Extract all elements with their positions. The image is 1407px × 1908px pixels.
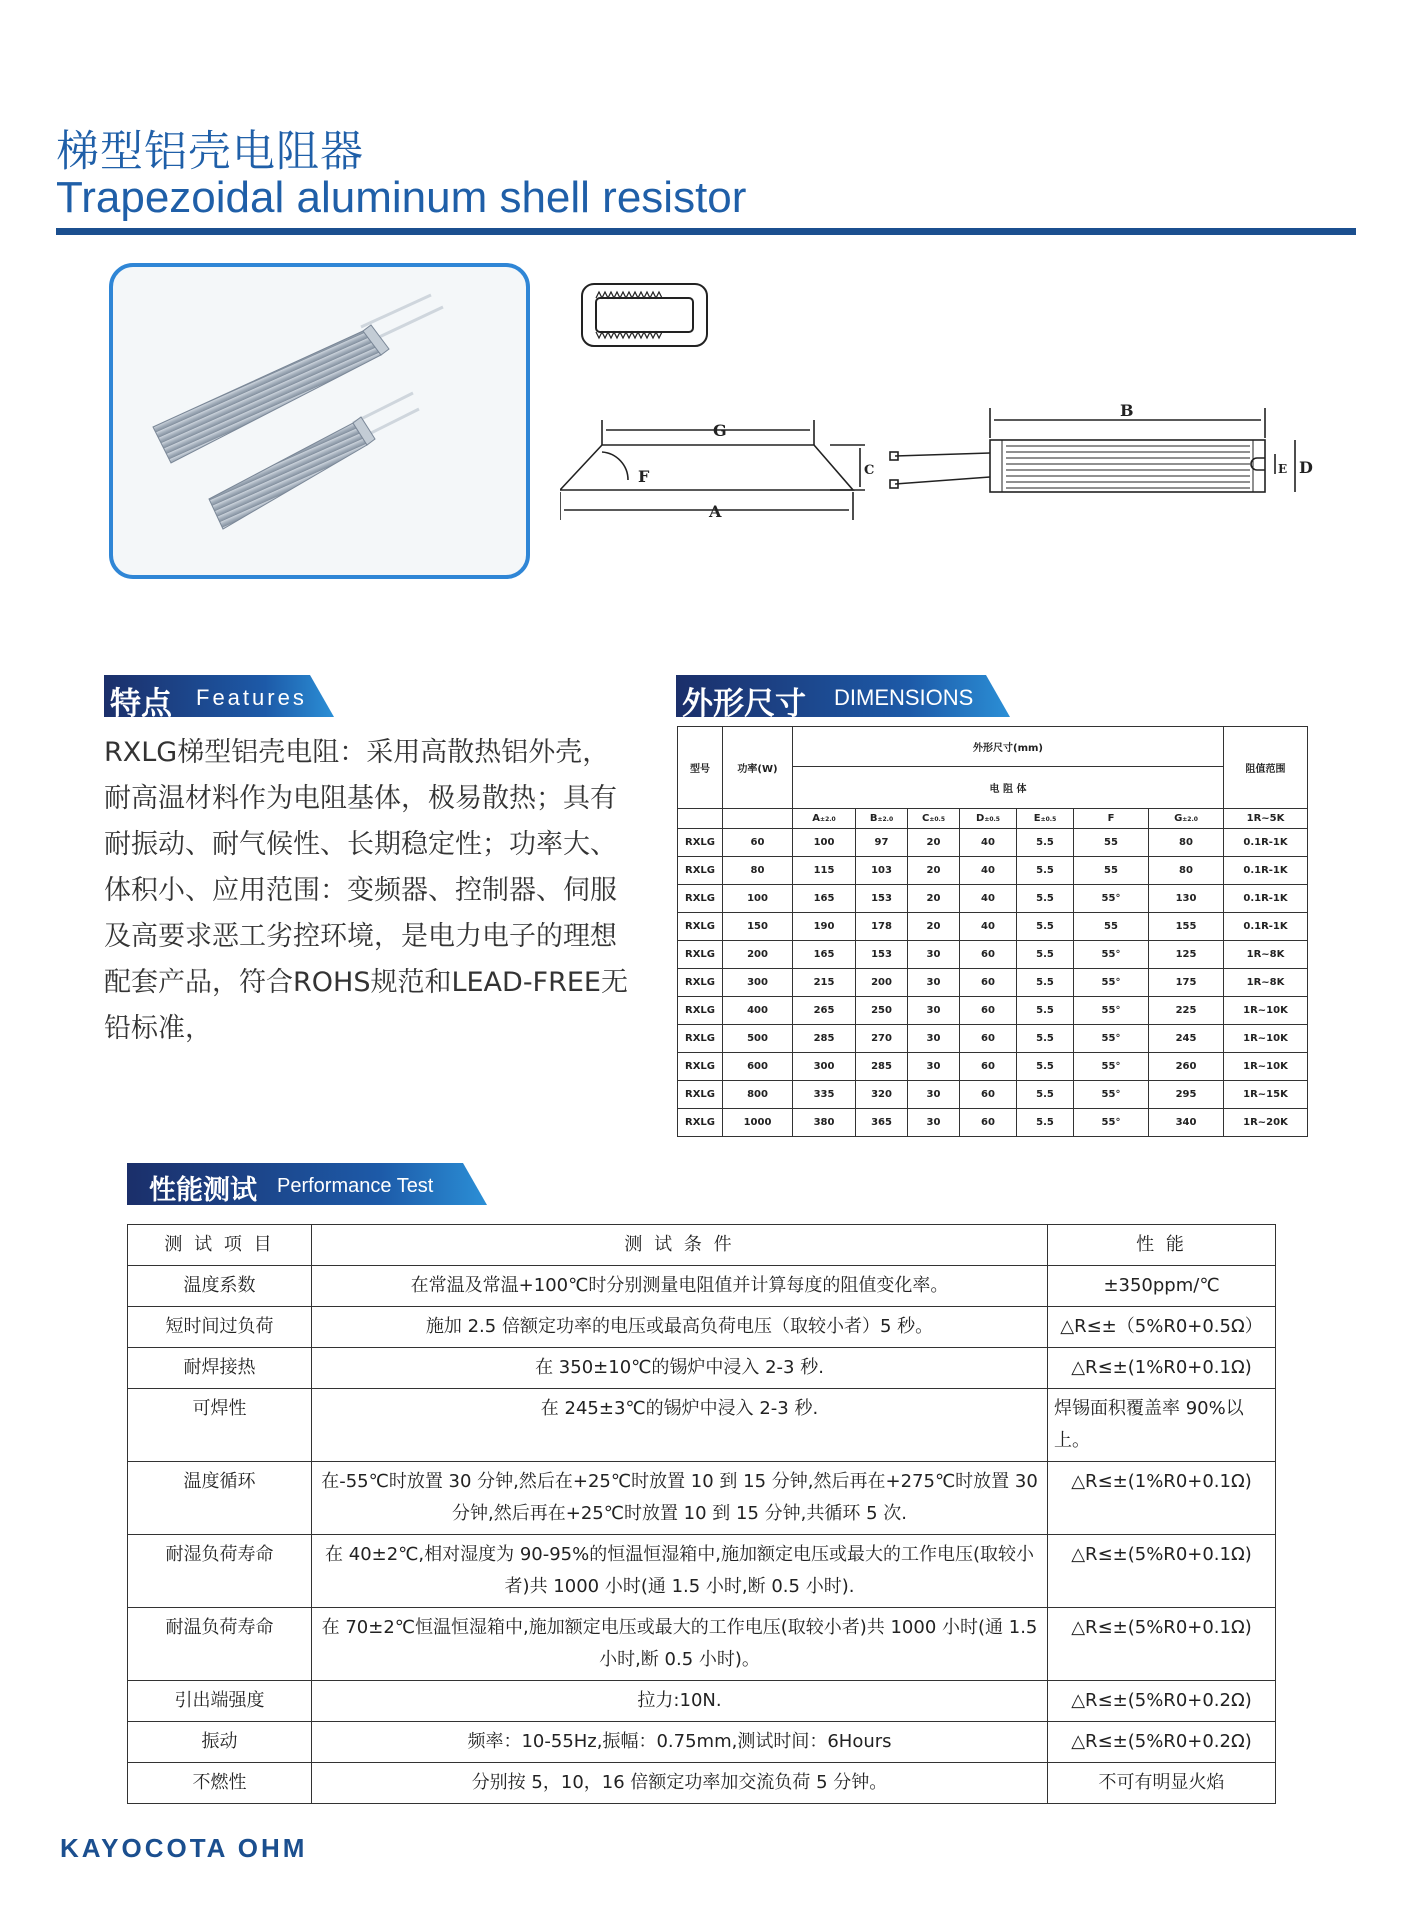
table-cell: RXLG bbox=[678, 941, 723, 969]
features-title-en: Features bbox=[196, 685, 307, 710]
table-cell: 1R~10K bbox=[1224, 1053, 1308, 1081]
table-cell: 295 bbox=[1149, 1081, 1224, 1109]
table-row bbox=[128, 1722, 1276, 1763]
table-cell: 5.5 bbox=[1017, 1109, 1074, 1137]
table-cell: RXLG bbox=[678, 1109, 723, 1137]
hdr-size: 外形尺寸(mm) bbox=[793, 727, 1224, 767]
table-row bbox=[128, 1535, 1276, 1608]
dim-label-b: B bbox=[1120, 401, 1134, 420]
table-cell: 55 bbox=[1074, 829, 1149, 857]
perf-hdr-perf: 性 能 bbox=[1048, 1225, 1276, 1266]
table-cell: 5.5 bbox=[1017, 1081, 1074, 1109]
table-row bbox=[678, 885, 1308, 913]
table-cell: 55° bbox=[1074, 1025, 1149, 1053]
perf-item-cell: 耐焊接热 bbox=[128, 1348, 312, 1389]
perf-item-cell: 可焊性 bbox=[128, 1389, 312, 1462]
table-cell: 30 bbox=[908, 941, 960, 969]
table-cell: 200 bbox=[723, 941, 793, 969]
hdr-power: 功率(W) bbox=[723, 727, 793, 809]
table-cell: 55° bbox=[1074, 1109, 1149, 1137]
dim-subheader-row bbox=[678, 809, 1308, 829]
table-cell: 5.5 bbox=[1017, 913, 1074, 941]
perf-cond-cell: 在常温及常温+100℃时分别测量电阻值并计算每度的阻值变化率。 bbox=[312, 1266, 1048, 1307]
table-cell: 30 bbox=[908, 1081, 960, 1109]
table-cell: 5.5 bbox=[1017, 885, 1074, 913]
dim-col-c: C±0.5 bbox=[908, 809, 960, 829]
table-cell: 5.5 bbox=[1017, 1053, 1074, 1081]
table-cell: 20 bbox=[908, 885, 960, 913]
dim-table-body bbox=[678, 829, 1308, 1137]
table-cell: 0.1R-1K bbox=[1224, 885, 1308, 913]
dimensions-header bbox=[676, 675, 1010, 722]
table-cell: 250 bbox=[856, 997, 908, 1025]
table-cell: 60 bbox=[723, 829, 793, 857]
performance-table bbox=[127, 1224, 1276, 1804]
features-title-cn: 特点 bbox=[110, 686, 172, 722]
perf-perf-cell: △R≤±(1%R0+0.1Ω) bbox=[1048, 1462, 1276, 1535]
perf-cond-cell: 拉力:10N. bbox=[312, 1681, 1048, 1722]
perf-perf-cell: △R≤±(5%R0+0.2Ω) bbox=[1048, 1681, 1276, 1722]
perf-cond-cell: 在-55℃时放置 30 分钟,然后在+25℃时放置 10 到 15 分钟,然后再在+275℃时放置 30 分钟,然后再在+25℃时放置 10 到 15 分钟,共循环 5 次. bbox=[312, 1462, 1048, 1535]
table-cell: 60 bbox=[960, 1053, 1017, 1081]
table-row bbox=[678, 1081, 1308, 1109]
table-cell: RXLG bbox=[678, 997, 723, 1025]
table-row bbox=[678, 1025, 1308, 1053]
table-cell: 270 bbox=[856, 1025, 908, 1053]
table-cell: RXLG bbox=[678, 1081, 723, 1109]
table-row bbox=[128, 1307, 1276, 1348]
table-cell: 40 bbox=[960, 913, 1017, 941]
table-cell: 285 bbox=[793, 1025, 856, 1053]
table-row bbox=[128, 1462, 1276, 1535]
dim-range-sub: 1R~5K bbox=[1224, 809, 1308, 829]
table-cell: 30 bbox=[908, 969, 960, 997]
table-cell: 30 bbox=[908, 1025, 960, 1053]
perf-perf-cell: 焊锡面积覆盖率 90%以上。 bbox=[1048, 1389, 1276, 1462]
table-row bbox=[128, 1348, 1276, 1389]
table-cell: 55° bbox=[1074, 941, 1149, 969]
dim-label-e: E bbox=[1278, 462, 1288, 476]
top-view bbox=[890, 408, 1295, 492]
table-cell: 165 bbox=[793, 941, 856, 969]
performance-header bbox=[127, 1163, 487, 1205]
table-row bbox=[128, 1763, 1276, 1804]
table-cell: 1R~8K bbox=[1224, 969, 1308, 997]
table-cell: RXLG bbox=[678, 1025, 723, 1053]
table-cell: RXLG bbox=[678, 969, 723, 997]
dimensions-title-en: DIMENSIONS bbox=[834, 685, 974, 710]
dim-col-a: A±2.0 bbox=[793, 809, 856, 829]
table-cell: RXLG bbox=[678, 885, 723, 913]
perf-table-body bbox=[128, 1225, 1276, 1804]
perf-cond-cell: 频率：10-55Hz,振幅：0.75mm,测试时间：6Hours bbox=[312, 1722, 1048, 1763]
page-title-cn: 梯型铝壳电阻器 bbox=[56, 127, 364, 177]
table-cell: 365 bbox=[856, 1109, 908, 1137]
table-cell: 1R~15K bbox=[1224, 1081, 1308, 1109]
perf-perf-cell: △R≤±（5%R0+0.5Ω） bbox=[1048, 1307, 1276, 1348]
table-cell: RXLG bbox=[678, 913, 723, 941]
table-row bbox=[678, 913, 1308, 941]
table-row bbox=[128, 1389, 1276, 1462]
page-title-en: Trapezoidal aluminum shell resistor bbox=[56, 173, 747, 222]
table-cell: 1R~10K bbox=[1224, 997, 1308, 1025]
table-row bbox=[128, 1681, 1276, 1722]
table-cell: 800 bbox=[723, 1081, 793, 1109]
perf-perf-cell: △R≤±(5%R0+0.1Ω) bbox=[1048, 1608, 1276, 1681]
dim-col-e: E±0.5 bbox=[1017, 809, 1074, 829]
table-cell: 175 bbox=[1149, 969, 1224, 997]
table-cell: 103 bbox=[856, 857, 908, 885]
table-row bbox=[678, 829, 1308, 857]
table-cell: 60 bbox=[960, 1109, 1017, 1137]
perf-cond-cell: 在 70±2℃恒温恒湿箱中,施加额定电压或最大的工作电压(取较小者)共 1000 小时(通 1.5 小时,断 0.5 小时)。 bbox=[312, 1608, 1048, 1681]
perf-item-cell: 短时间过负荷 bbox=[128, 1307, 312, 1348]
dim-label-a: A bbox=[709, 502, 722, 521]
table-cell: 5.5 bbox=[1017, 941, 1074, 969]
perf-item-cell: 不燃性 bbox=[128, 1763, 312, 1804]
features-header bbox=[104, 675, 334, 722]
table-cell: 55 bbox=[1074, 857, 1149, 885]
table-cell: 190 bbox=[793, 913, 856, 941]
table-cell: 5.5 bbox=[1017, 829, 1074, 857]
perf-item-cell: 振动 bbox=[128, 1722, 312, 1763]
dim-label-f: F bbox=[638, 467, 650, 486]
table-cell: 5.5 bbox=[1017, 997, 1074, 1025]
table-cell: 340 bbox=[1149, 1109, 1224, 1137]
dim-label-g: G bbox=[713, 421, 727, 440]
perf-perf-cell: △R≤±(1%R0+0.1Ω) bbox=[1048, 1348, 1276, 1389]
table-cell: 380 bbox=[793, 1109, 856, 1137]
table-cell: 55 bbox=[1074, 913, 1149, 941]
table-cell: 265 bbox=[793, 997, 856, 1025]
perf-perf-cell: 不可有明显火焰 bbox=[1048, 1763, 1276, 1804]
table-cell: 55° bbox=[1074, 969, 1149, 997]
table-cell: 150 bbox=[723, 913, 793, 941]
brand-name: KAYOCOTA OHM bbox=[60, 1833, 308, 1863]
table-cell: 60 bbox=[960, 969, 1017, 997]
table-cell: 40 bbox=[960, 829, 1017, 857]
table-cell: 55° bbox=[1074, 997, 1149, 1025]
table-cell: 0.1R-1K bbox=[1224, 829, 1308, 857]
table-cell: 153 bbox=[856, 941, 908, 969]
table-cell: 100 bbox=[723, 885, 793, 913]
table-cell: RXLG bbox=[678, 829, 723, 857]
table-cell: 5.5 bbox=[1017, 969, 1074, 997]
table-cell: 285 bbox=[856, 1053, 908, 1081]
table-cell: 1R~20K bbox=[1224, 1109, 1308, 1137]
table-cell: 215 bbox=[793, 969, 856, 997]
table-cell: 1000 bbox=[723, 1109, 793, 1137]
table-cell: 125 bbox=[1149, 941, 1224, 969]
table-cell: 100 bbox=[793, 829, 856, 857]
table-cell: 20 bbox=[908, 913, 960, 941]
table-cell: 5.5 bbox=[1017, 1025, 1074, 1053]
table-cell: 0.1R-1K bbox=[1224, 913, 1308, 941]
table-cell: 300 bbox=[723, 969, 793, 997]
dim-col-f: F bbox=[1074, 809, 1149, 829]
table-cell: 115 bbox=[793, 857, 856, 885]
table-cell: 60 bbox=[960, 1081, 1017, 1109]
table-row bbox=[678, 1109, 1308, 1137]
dim-label-c: C bbox=[864, 463, 875, 478]
product-photo bbox=[109, 263, 530, 579]
table-cell: 400 bbox=[723, 997, 793, 1025]
table-cell: 40 bbox=[960, 885, 1017, 913]
table-cell: 153 bbox=[856, 885, 908, 913]
performance-title-cn: 性能测试 bbox=[149, 1175, 257, 1206]
perf-cond-cell: 在 40±2℃,相对湿度为 90-95%的恒温恒湿箱中,施加额定电压或最大的工作电压(取较小者)共 1000 小时(通 1.5 小时,断 0.5 小时). bbox=[312, 1535, 1048, 1608]
table-cell: 0.1R-1K bbox=[1224, 857, 1308, 885]
table-cell: RXLG bbox=[678, 857, 723, 885]
table-cell: 60 bbox=[960, 1025, 1017, 1053]
table-cell: 155 bbox=[1149, 913, 1224, 941]
table-row bbox=[678, 857, 1308, 885]
table-cell: 20 bbox=[908, 829, 960, 857]
table-cell: 80 bbox=[1149, 829, 1224, 857]
dimensions-table bbox=[677, 726, 1308, 1137]
resistor-photo-illustration bbox=[113, 267, 526, 575]
dim-col-g: G±2.0 bbox=[1149, 809, 1224, 829]
dimensions-title-cn: 外形尺寸 bbox=[682, 686, 806, 722]
table-cell: 97 bbox=[856, 829, 908, 857]
perf-hdr-cond: 测 试 条 件 bbox=[312, 1225, 1048, 1266]
table-cell: 5.5 bbox=[1017, 857, 1074, 885]
table-cell: 55° bbox=[1074, 1081, 1149, 1109]
table-cell: 55° bbox=[1074, 885, 1149, 913]
table-cell: 30 bbox=[908, 1109, 960, 1137]
table-cell: 20 bbox=[908, 857, 960, 885]
table-cell: 320 bbox=[856, 1081, 908, 1109]
table-cell: 165 bbox=[793, 885, 856, 913]
dim-col-b: B±2.0 bbox=[856, 809, 908, 829]
perf-item-cell: 耐温负荷寿命 bbox=[128, 1608, 312, 1681]
perf-cond-cell: 在 245±3℃的锡炉中浸入 2-3 秒. bbox=[312, 1389, 1048, 1462]
hdr-model: 型号 bbox=[678, 727, 723, 809]
table-cell: 1R~10K bbox=[1224, 1025, 1308, 1053]
performance-title-en: Performance Test bbox=[277, 1175, 434, 1197]
table-cell: 200 bbox=[856, 969, 908, 997]
table-cell: 30 bbox=[908, 1053, 960, 1081]
cross-section-view bbox=[582, 284, 707, 346]
perf-item-cell: 温度系数 bbox=[128, 1266, 312, 1307]
perf-perf-cell: △R≤±(5%R0+0.2Ω) bbox=[1048, 1722, 1276, 1763]
table-cell: 500 bbox=[723, 1025, 793, 1053]
table-row bbox=[678, 1053, 1308, 1081]
dim-label-d: D bbox=[1299, 458, 1313, 477]
table-row bbox=[128, 1266, 1276, 1307]
table-cell: 40 bbox=[960, 857, 1017, 885]
table-cell: RXLG bbox=[678, 1053, 723, 1081]
perf-perf-cell: △R≤±(5%R0+0.1Ω) bbox=[1048, 1535, 1276, 1608]
dim-col-d: D±0.5 bbox=[960, 809, 1017, 829]
title-divider bbox=[56, 228, 1356, 235]
table-cell: 60 bbox=[960, 997, 1017, 1025]
table-cell: 130 bbox=[1149, 885, 1224, 913]
table-cell: 30 bbox=[908, 997, 960, 1025]
table-cell: 245 bbox=[1149, 1025, 1224, 1053]
perf-item-cell: 温度循环 bbox=[128, 1462, 312, 1535]
table-cell: 600 bbox=[723, 1053, 793, 1081]
table-cell: 300 bbox=[793, 1053, 856, 1081]
table-row bbox=[128, 1608, 1276, 1681]
hdr-range: 阻值范围 bbox=[1224, 727, 1308, 809]
table-cell: 80 bbox=[1149, 857, 1224, 885]
dimension-drawing bbox=[560, 270, 1330, 540]
perf-perf-cell: ±350ppm/℃ bbox=[1048, 1266, 1276, 1307]
table-cell: 178 bbox=[856, 913, 908, 941]
table-cell: 60 bbox=[960, 941, 1017, 969]
table-row bbox=[678, 997, 1308, 1025]
perf-cond-cell: 在 350±10℃的锡炉中浸入 2-3 秒. bbox=[312, 1348, 1048, 1389]
hdr-body: 电 阻 体 bbox=[793, 767, 1224, 809]
features-description: RXLG梯型铝壳电阻：采用高散热铝外壳，耐高温材料作为电阻基体，极易散热；具有耐振动、耐气候性、长期稳定性；功率大、体积小、应用范围：变频器、控制器、伺服及高要求恶工劣控环境，是电力电子的理想配套产品，符合ROHS规范和LEAD-FREE无铅标准， bbox=[104, 737, 628, 1044]
perf-cond-cell: 施加 2.5 倍额定功率的电压或最高负荷电压（取较小者）5 秒。 bbox=[312, 1307, 1048, 1348]
table-cell: 335 bbox=[793, 1081, 856, 1109]
perf-cond-cell: 分别按 5，10，16 倍额定功率加交流负荷 5 分钟。 bbox=[312, 1763, 1048, 1804]
table-row bbox=[678, 941, 1308, 969]
table-cell: 80 bbox=[723, 857, 793, 885]
table-row bbox=[678, 969, 1308, 997]
perf-item-cell: 引出端强度 bbox=[128, 1681, 312, 1722]
table-cell: 225 bbox=[1149, 997, 1224, 1025]
perf-item-cell: 耐湿负荷寿命 bbox=[128, 1535, 312, 1608]
table-cell: 1R~8K bbox=[1224, 941, 1308, 969]
perf-hdr-item: 测 试 项 目 bbox=[128, 1225, 312, 1266]
table-cell: 260 bbox=[1149, 1053, 1224, 1081]
table-cell: 55° bbox=[1074, 1053, 1149, 1081]
